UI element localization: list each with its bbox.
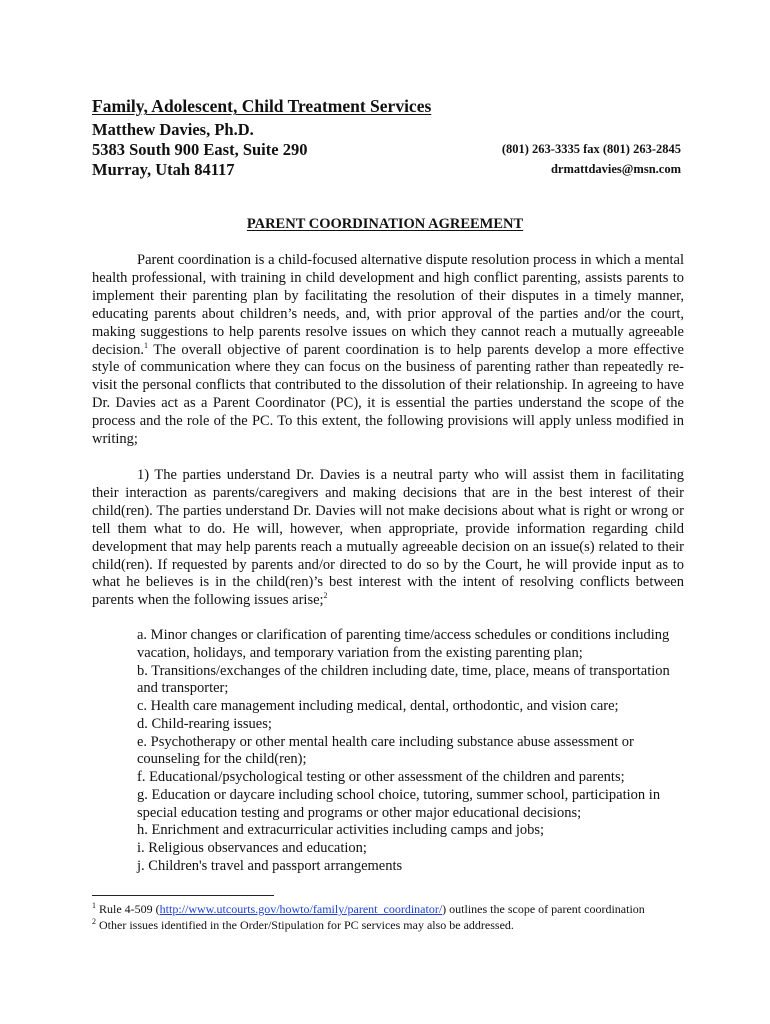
footnote-2 bbox=[92, 918, 514, 933]
section-1-paragraph bbox=[92, 467, 684, 610]
list-item: g. Education or daycare including school choice, tutoring, summer school, participation in special education testing and programs or other major educational decisions; bbox=[137, 786, 661, 821]
footnote-ref-2: 2 bbox=[323, 591, 328, 601]
footnote-1 bbox=[92, 902, 645, 917]
section-1-text: 1) The parties understand Dr. Davies is a neutral party who will assist them in facilitating their interaction as parents/caregivers and making decisions that are in the best interest of their child(ren). The parties understand Dr. Davies will not make decisions about what is right or wrong or tell them what to do. He will, however, when appropriate, provide information regarding child development that may help parents reach a mutually agreeable decision on an issue(s) related to their child(ren). If requested by parents and/or directed to do so by the Court, he will provide input as to what he believes is in the child(ren)’s best interest with the intent of resolving conflicts between parents when the following issues arise; bbox=[92, 467, 684, 609]
footnote-2-text: Other issues identified in the Order/Stipulation for PC services may also be addressed. bbox=[96, 918, 514, 932]
doctor-name: Matthew Davies, Ph.D. bbox=[92, 120, 254, 139]
list-item: d. Child-rearing issues; bbox=[137, 715, 272, 732]
footnote-divider bbox=[92, 895, 274, 896]
list-item: c. Health care management including medical, dental, orthodontic, and vision care; bbox=[137, 698, 619, 714]
intro-paragraph bbox=[92, 252, 684, 449]
footnote-ref-1: 1 bbox=[143, 340, 148, 350]
agreement-title: PARENT COORDINATION AGREEMENT bbox=[246, 216, 524, 232]
list-item: a. Minor changes or clarification of parenting time/access schedules or conditions including vacation, holidays, and temporary variation from the existing parenting plan; bbox=[137, 627, 670, 661]
intro-text-part-1: Parent coordination is a child-focused alternative dispute resolution process in which a mental health professional, with training in child development and high conflict parenting, assists parents to implement their parenting plan by facilitating the resolution of their disputes in a timely manner, educating parents about children’s needs, and, with prior approval of the parties and/or the court, making suggestions to help parents resolve issues on which they cannot reach a mutually agreeable decision. bbox=[92, 252, 684, 358]
org-name: Family, Adolescent, Child Treatment Services bbox=[92, 96, 432, 116]
footnote-1-mark: 1 bbox=[92, 901, 96, 910]
list-item: e. Psychotherapy or other mental health care including substance abuse assessment or counseling for the child(ren); bbox=[137, 733, 634, 768]
list-item: b. Transitions/exchanges of the children including date, time, place, means of transportation and transporter; bbox=[137, 662, 670, 697]
issues-list bbox=[137, 627, 677, 876]
phone-fax: (801) 263-3335 fax (801) 263-2845 bbox=[501, 142, 681, 156]
list-item: f. Educational/psychological testing or other assessment of the children and parents; bbox=[137, 769, 625, 785]
footnote-2-mark: 2 bbox=[92, 917, 96, 926]
utcourts-link[interactable]: http://www.utcourts.gov/howto/family/parent_coordinator/ bbox=[159, 902, 443, 916]
footnote-1-prefix: Rule 4-509 ( bbox=[96, 902, 160, 916]
footnote-1-suffix: ) outlines the scope of parent coordination bbox=[442, 902, 645, 916]
address-line-1: 5383 South 900 East, Suite 290 bbox=[92, 140, 308, 159]
address-line-2: Murray, Utah 84117 bbox=[92, 160, 235, 179]
list-item: h. Enrichment and extracurricular activities including camps and jobs; bbox=[137, 822, 545, 839]
email-address: drmattdavies@msn.com bbox=[550, 162, 681, 176]
list-item: i. Religious observances and education; bbox=[137, 840, 367, 856]
list-item: j. Children's travel and passport arrangements bbox=[137, 857, 403, 874]
intro-text-part-2: The overall objective of parent coordination is to help parents develop a more effective style of communication where they can focus on the business of parenting rather than repeatedly re-visit the personal conflicts that contributed to the dissolution of their relationship. In agreeing to have Dr. Davies act as a Parent Coordinator (PC), it is essential the parties understand the scope of the process and the role of the PC. To this extent, the following provisions will apply unless modified in writing; bbox=[92, 341, 684, 448]
